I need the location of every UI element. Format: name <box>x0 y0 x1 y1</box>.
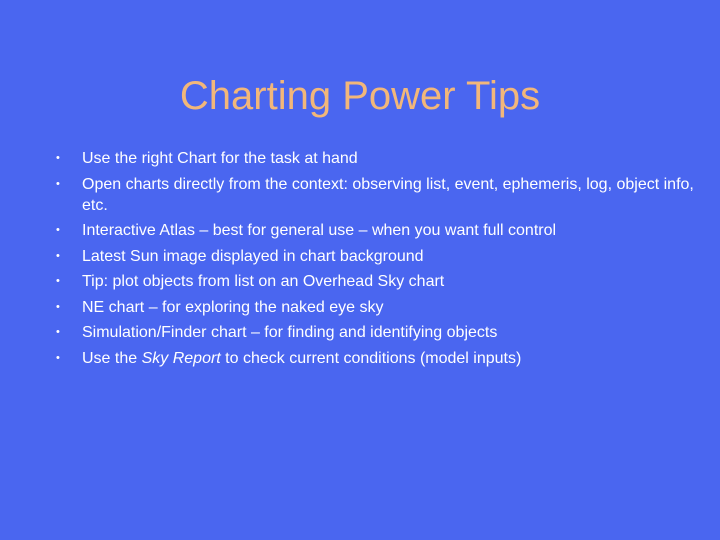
bullet-dot-icon: • <box>56 249 60 262</box>
bullet-item <box>56 297 706 318</box>
bullet-item <box>56 322 706 343</box>
bullet-text <box>82 348 706 369</box>
slide-title: Charting Power Tips <box>179 74 541 118</box>
bullet-text-pre: Use the <box>82 349 142 367</box>
bullet-item <box>56 174 706 216</box>
bullet-list <box>56 148 706 373</box>
bullet-item <box>56 148 706 169</box>
bullet-dot-icon: • <box>56 351 60 364</box>
bullet-text: Simulation/Finder chart – for finding and identifying objects <box>82 324 498 341</box>
bullet-item <box>56 220 706 241</box>
bullet-item <box>56 348 706 369</box>
bullet-item <box>56 246 706 267</box>
bullet-dot-icon: • <box>56 300 60 313</box>
bullet-text: Tip: plot objects from list on an Overhead Sky chart <box>82 273 445 290</box>
bullet-dot-icon: • <box>56 177 60 190</box>
bullet-item <box>56 271 706 292</box>
bullet-dot-icon: • <box>56 275 60 287</box>
bullet-dot-icon: • <box>56 152 60 164</box>
bullet-dot-icon: • <box>56 224 60 236</box>
bullet-dot-icon: • <box>56 326 60 338</box>
bullet-text: Latest Sun image displayed in chart background <box>82 247 424 265</box>
bullet-text: Open charts directly from the context: observing list, event, ephemeris, log, object info, etc. <box>82 175 694 214</box>
bullet-text: Use the right Chart for the task at hand <box>82 150 358 167</box>
sky-report-emphasis: Sky Report <box>141 349 221 367</box>
bullet-text-post: to check current conditions (model inputs) <box>220 349 522 367</box>
bullet-text: Interactive Atlas – best for general use – when you want full control <box>82 222 557 239</box>
bullet-text: NE chart – for exploring the naked eye sky <box>82 298 384 316</box>
